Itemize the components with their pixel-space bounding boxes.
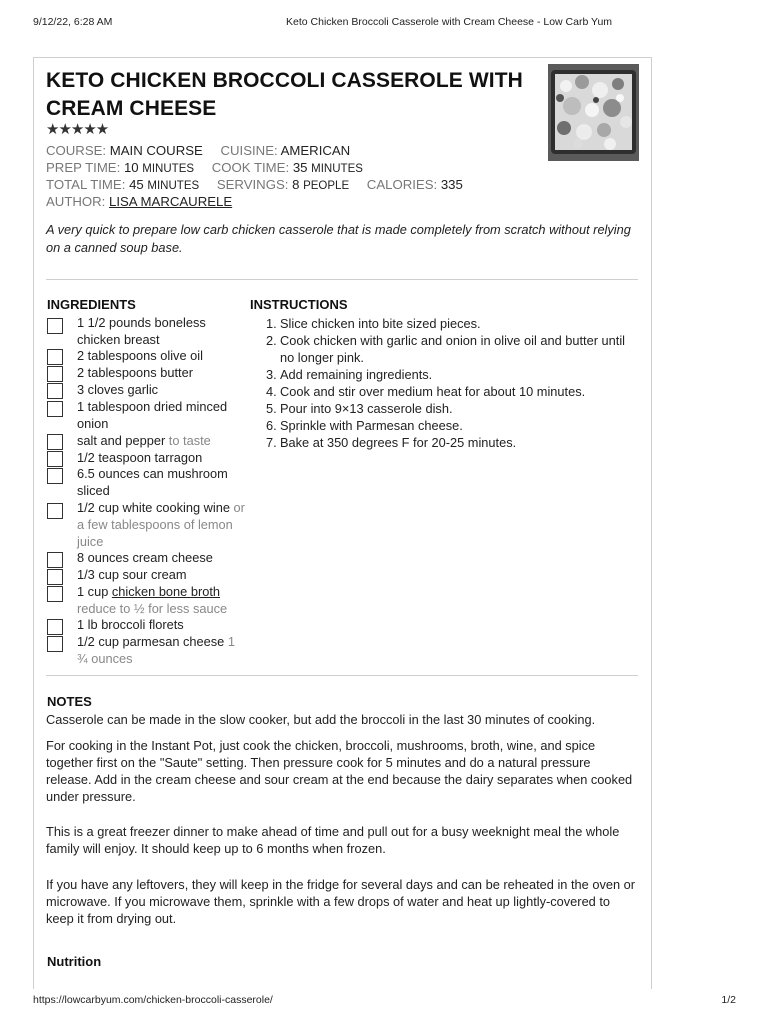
nutrition-heading: Nutrition	[47, 954, 102, 969]
instructions-list	[250, 315, 635, 451]
ingredient-item: 1/2 teaspoon tarragon	[77, 450, 203, 465]
ingredient-item: 1/3 cup sour cream	[77, 567, 187, 582]
cook-time-label: COOK TIME:	[211, 160, 290, 175]
instruction-step: 4. Cook and stir over medium heat for about 10 minutes.	[266, 384, 586, 399]
recipe-meta-author	[46, 194, 232, 209]
ingredients-heading: INGREDIENTS	[47, 297, 136, 312]
ingredient-checkbox[interactable]	[47, 366, 63, 382]
note-paragraph: Casserole can be made in the slow cooker, but add the broccoli in the last 30 minutes of cooking.	[46, 712, 596, 727]
instruction-step: 5. Pour into 9×13 casserole dish.	[266, 401, 453, 416]
ingredient-checkbox[interactable]	[47, 383, 63, 399]
ingredient-item: 1 1/2 pounds boneless chicken breast	[77, 315, 206, 347]
course-label: COURSE:	[46, 143, 107, 158]
total-time-unit: MINUTES	[147, 180, 200, 192]
instructions-heading: INSTRUCTIONS	[250, 297, 348, 312]
ingredient-checkbox[interactable]	[47, 552, 63, 568]
prep-time-label: PREP TIME:	[46, 160, 121, 175]
ingredient-checkbox[interactable]	[47, 586, 63, 602]
print-page-number: 1/2	[721, 994, 736, 1006]
ingredient-checkbox[interactable]	[47, 569, 63, 585]
author-label: AUTHOR:	[46, 194, 106, 209]
note-paragraph: For cooking in the Instant Pot, just cook the chicken, broccoli, mushrooms, broth, wine, and spice together first on the "Saute" setting. Then pressure cook for 5 minutes and do a natural pressure release. Add in the cream cheese and sour cream at the end because the dairy separates when cooked under pressure.	[46, 738, 633, 804]
ingredient-checkbox[interactable]	[47, 434, 63, 450]
notes-heading: NOTES	[47, 694, 92, 709]
ingredient-item: 6.5 ounces can mushroom sliced	[77, 466, 228, 498]
divider	[46, 279, 638, 280]
recipe-meta-totals	[46, 177, 463, 192]
ingredient-item: 1 cup chicken bone broth reduce to ½ for less sauce	[77, 584, 228, 616]
recipe-summary: A very quick to prepare low carb chicken casserole that is made completely from scratch without relying on a canned soup base.	[46, 222, 631, 255]
ingredient-checkbox[interactable]	[47, 636, 63, 652]
chicken-bone-broth-link[interactable]: chicken bone broth	[111, 584, 221, 599]
ingredient-checkbox[interactable]	[47, 401, 63, 417]
ingredient-checkbox[interactable]	[47, 451, 63, 467]
print-datetime: 9/12/22, 6:28 AM	[33, 16, 113, 28]
cuisine-label: CUISINE:	[220, 143, 278, 158]
ingredient-checkbox[interactable]	[47, 619, 63, 635]
prep-time-unit: MINUTES	[142, 163, 195, 175]
recipe-meta-course	[46, 143, 350, 158]
rating-stars: ★★★★★	[46, 121, 109, 138]
ingredient-item: 2 tablespoons butter	[77, 365, 193, 380]
ingredient-item: 3 cloves garlic	[77, 382, 159, 397]
cook-time-unit: MINUTES	[311, 163, 363, 175]
instruction-step: 3. Add remaining ingredients.	[266, 367, 433, 382]
ingredient-item: 8 ounces cream cheese	[77, 550, 213, 565]
recipe-photo	[548, 64, 639, 161]
calories-value: 335	[440, 177, 463, 192]
ingredient-checkbox[interactable]	[47, 468, 63, 484]
author-link[interactable]: LISA MARCAURELE	[109, 194, 233, 209]
course-value: MAIN COURSE	[109, 143, 203, 158]
print-url: https://lowcarbyum.com/chicken-broccoli-casserole/	[33, 994, 273, 1006]
ingredient-item: 1 tablespoon dried minced onion	[77, 399, 228, 431]
ingredient-item: salt and pepper to taste	[77, 433, 211, 448]
total-time-value: 45	[129, 177, 144, 192]
servings-unit: PEOPLE	[303, 180, 350, 192]
print-page-title: Keto Chicken Broccoli Casserole with Cream Cheese - Low Carb Yum	[286, 16, 613, 28]
calories-label: CALORIES:	[366, 177, 438, 192]
recipe-title: KETO CHICKEN BROCCOLI CASSEROLE WITH CREAM CHEESE	[46, 69, 523, 120]
recipe-meta-times	[46, 160, 363, 175]
ingredient-item: 2 tablespoons olive oil	[77, 348, 203, 363]
ingredient-checkbox[interactable]	[47, 503, 63, 519]
divider	[46, 675, 638, 676]
note-paragraph: If you have any leftovers, they will keep in the fridge for several days and can be reheated in the oven or microwave. If you microwave them, sprinkle with a few drops of water and heat up lightly-covered to keep it from drying out.	[46, 877, 636, 926]
prep-time-value: 10	[123, 160, 139, 175]
total-time-label: TOTAL TIME:	[46, 177, 126, 192]
ingredient-item: 1 lb broccoli florets	[77, 617, 184, 632]
note-paragraph: This is a great freezer dinner to make ahead of time and pull out for a busy weeknight meal the whole family will enjoy. It should keep up to 6 months when frozen.	[46, 824, 620, 856]
servings-value: 8	[292, 177, 300, 192]
instruction-step: 1. Slice chicken into bite sized pieces.	[266, 316, 481, 331]
cuisine-value: AMERICAN	[280, 143, 351, 158]
ingredient-checkbox[interactable]	[47, 318, 63, 334]
ingredient-item: 1/2 cup parmesan cheese 1 ¾ ounces	[77, 634, 235, 666]
cook-time-value: 35	[292, 160, 308, 175]
ingredient-item: 1/2 cup white cooking wine or a few tablespoons of lemon juice	[77, 500, 245, 549]
instruction-step: 6. Sprinkle with Parmesan cheese.	[266, 418, 463, 433]
ingredient-checkbox[interactable]	[47, 349, 63, 365]
instruction-step: 2. Cook chicken with garlic and onion in olive oil and butter until no longer pink.	[266, 333, 626, 365]
instruction-step: 7. Bake at 350 degrees F for 20-25 minutes.	[266, 435, 517, 450]
servings-label: SERVINGS:	[216, 177, 289, 192]
